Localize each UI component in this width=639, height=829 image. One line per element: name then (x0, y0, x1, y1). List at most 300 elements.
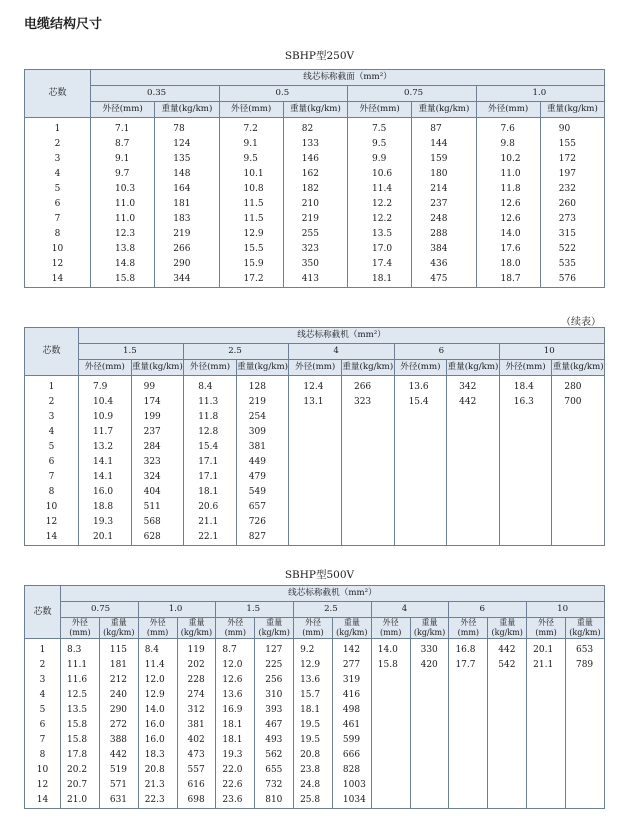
value-cell (289, 515, 342, 530)
table-row (25, 718, 605, 733)
value-cell: 17.1 (184, 455, 237, 470)
value-cell (565, 778, 604, 793)
value-cell: 12.2 (348, 212, 412, 227)
wt-header (332, 618, 371, 639)
value-cell: 473 (177, 748, 216, 763)
core-count-cell: 1 (25, 376, 79, 396)
value-cell (289, 485, 342, 500)
value-cell (341, 455, 394, 470)
header-row-units (25, 102, 605, 118)
core-count-cell: 10 (25, 500, 79, 515)
value-cell (447, 485, 500, 500)
od-header (294, 618, 333, 639)
value-cell: 266 (341, 376, 394, 396)
value-cell (552, 440, 605, 455)
value-cell: 183 (155, 212, 219, 227)
od-header: 外径(mm) (476, 102, 540, 118)
value-cell: 384 (412, 242, 476, 257)
value-cell: 78 (155, 118, 219, 138)
od-header (527, 618, 566, 639)
value-cell: 290 (99, 703, 138, 718)
value-cell: 135 (155, 152, 219, 167)
value-cell: 12.0 (138, 673, 177, 688)
value-cell: 124 (155, 137, 219, 152)
size-header: 4 (371, 602, 449, 618)
value-cell (371, 718, 410, 733)
value-cell (488, 718, 527, 733)
value-cell: 442 (488, 639, 527, 659)
value-cell: 248 (412, 212, 476, 227)
od-label: 外径 (460, 618, 477, 627)
table-row (25, 658, 605, 673)
table-row (25, 257, 605, 272)
value-cell: 237 (131, 425, 184, 440)
value-cell (449, 703, 488, 718)
value-cell (449, 778, 488, 793)
value-cell: 442 (99, 748, 138, 763)
value-cell: 420 (410, 658, 449, 673)
value-cell: 199 (131, 410, 184, 425)
value-cell: 393 (255, 703, 294, 718)
value-cell: 21.3 (138, 778, 177, 793)
value-cell: 13.5 (348, 227, 412, 242)
value-cell: 9.1 (91, 152, 155, 167)
od-header: 外径(mm) (394, 360, 447, 376)
value-cell (371, 688, 410, 703)
value-cell: 498 (332, 703, 371, 718)
value-cell: 11.1 (61, 658, 100, 673)
core-count-cell: 8 (25, 748, 61, 763)
core-count-header: 芯数 (25, 586, 61, 639)
wt-unit: (kg/km) (569, 628, 601, 637)
value-cell: 388 (99, 733, 138, 748)
size-header: 1.0 (138, 602, 216, 618)
value-cell (447, 455, 500, 470)
value-cell: 19.3 (79, 515, 132, 530)
value-cell: 288 (412, 227, 476, 242)
value-cell: 342 (447, 376, 500, 396)
od-header: 外径(mm) (184, 360, 237, 376)
value-cell: 202 (177, 658, 216, 673)
value-cell: 119 (177, 639, 216, 659)
wt-label: 重量 (266, 618, 283, 627)
value-cell (449, 763, 488, 778)
nominal-section-header: 线芯标称截面（mm²） (91, 70, 605, 86)
wt-header: 重量(kg/km) (447, 360, 500, 376)
value-cell (527, 778, 566, 793)
value-cell: 511 (131, 500, 184, 515)
wt-label: 重量 (110, 618, 127, 627)
value-cell: 13.6 (394, 376, 447, 396)
table-sbhp-500v (24, 585, 605, 809)
size-header: 10 (527, 602, 605, 618)
value-cell (341, 515, 394, 530)
value-cell (410, 673, 449, 688)
value-cell: 653 (565, 639, 604, 659)
value-cell: 657 (236, 500, 289, 515)
value-cell: 82 (283, 118, 347, 138)
value-cell: 8.7 (216, 639, 255, 659)
core-count-cell: 4 (25, 688, 61, 703)
value-cell: 436 (412, 257, 476, 272)
value-cell: 18.1 (216, 718, 255, 733)
value-cell: 13.1 (289, 395, 342, 410)
value-cell (394, 425, 447, 440)
value-cell: 1034 (332, 793, 371, 809)
value-cell (565, 718, 604, 733)
value-cell (488, 673, 527, 688)
value-cell: 21.1 (184, 515, 237, 530)
table-row (25, 272, 605, 288)
value-cell: 10.3 (91, 182, 155, 197)
value-cell: 12.9 (294, 658, 333, 673)
value-cell (371, 733, 410, 748)
od-header (371, 618, 410, 639)
table-row (25, 395, 605, 410)
value-cell (289, 455, 342, 470)
od-unit: (mm) (69, 628, 91, 637)
wt-header (255, 618, 294, 639)
value-cell (410, 733, 449, 748)
value-cell: 402 (177, 733, 216, 748)
value-cell: 13.6 (294, 673, 333, 688)
value-cell: 15.4 (394, 395, 447, 410)
od-header (61, 618, 100, 639)
value-cell (410, 748, 449, 763)
size-header: 4 (289, 344, 394, 360)
value-cell: 162 (283, 167, 347, 182)
value-cell: 666 (332, 748, 371, 763)
value-cell: 12.8 (184, 425, 237, 440)
size-header: 1.0 (476, 86, 605, 102)
value-cell: 127 (255, 639, 294, 659)
value-cell: 11.8 (184, 410, 237, 425)
value-cell: 146 (283, 152, 347, 167)
value-cell: 8.4 (138, 639, 177, 659)
wt-header (565, 618, 604, 639)
value-cell (289, 530, 342, 546)
value-cell: 22.1 (184, 530, 237, 546)
value-cell: 18.1 (184, 485, 237, 500)
value-cell: 260 (540, 197, 604, 212)
value-cell (341, 440, 394, 455)
value-cell: 237 (412, 197, 476, 212)
value-cell (449, 688, 488, 703)
value-cell: 571 (99, 778, 138, 793)
value-cell: 9.5 (219, 152, 283, 167)
table-row (25, 500, 605, 515)
value-cell (371, 778, 410, 793)
table-row (25, 410, 605, 425)
value-cell: 22.6 (216, 778, 255, 793)
value-cell (341, 530, 394, 546)
value-cell: 323 (131, 455, 184, 470)
value-cell: 17.4 (348, 257, 412, 272)
value-cell: 266 (155, 242, 219, 257)
size-header: 1.5 (79, 344, 184, 360)
core-count-cell: 1 (25, 639, 61, 659)
table-row (25, 440, 605, 455)
value-cell: 562 (255, 748, 294, 763)
value-cell: 11.0 (476, 167, 540, 182)
table-row (25, 733, 605, 748)
value-cell: 557 (177, 763, 216, 778)
od-header: 外径(mm) (499, 360, 552, 376)
value-cell: 11.3 (184, 395, 237, 410)
value-cell: 9.8 (476, 137, 540, 152)
table-row (25, 639, 605, 659)
value-cell: 18.1 (216, 733, 255, 748)
value-cell: 20.7 (61, 778, 100, 793)
table3-caption: SBHP型500V (284, 569, 355, 581)
value-cell: 128 (236, 376, 289, 396)
size-header: 6 (449, 602, 527, 618)
value-cell: 16.3 (499, 395, 552, 410)
value-cell: 11.5 (219, 197, 283, 212)
value-cell: 180 (412, 167, 476, 182)
wt-header: 重量(kg/km) (341, 360, 394, 376)
value-cell: 12.6 (476, 197, 540, 212)
value-cell: 17.2 (219, 272, 283, 288)
value-cell: 828 (332, 763, 371, 778)
value-cell: 732 (255, 778, 294, 793)
value-cell (447, 530, 500, 546)
value-cell: 9.7 (91, 167, 155, 182)
table-row (25, 763, 605, 778)
value-cell: 10.4 (79, 395, 132, 410)
value-cell: 20.1 (527, 639, 566, 659)
wt-header: 重量(kg/km) (552, 360, 605, 376)
value-cell: 11.0 (91, 212, 155, 227)
value-cell: 8.7 (91, 137, 155, 152)
value-cell (488, 688, 527, 703)
value-cell: 310 (255, 688, 294, 703)
value-cell: 99 (131, 376, 184, 396)
table-row (25, 703, 605, 718)
value-cell: 142 (332, 639, 371, 659)
value-cell (499, 455, 552, 470)
value-cell: 18.1 (294, 703, 333, 718)
value-cell: 24.8 (294, 778, 333, 793)
value-cell (410, 703, 449, 718)
value-cell: 22.0 (216, 763, 255, 778)
table-sbhp-250v-continued (24, 327, 605, 546)
value-cell (447, 515, 500, 530)
value-cell: 17.0 (348, 242, 412, 257)
value-cell (527, 793, 566, 809)
value-cell: 15.7 (294, 688, 333, 703)
value-cell: 7.9 (79, 376, 132, 396)
core-count-cell: 6 (25, 718, 61, 733)
size-header: 2.5 (184, 344, 289, 360)
value-cell (488, 748, 527, 763)
core-count-cell: 14 (25, 530, 79, 546)
core-count-cell: 10 (25, 763, 61, 778)
value-cell: 15.4 (184, 440, 237, 455)
value-cell (565, 688, 604, 703)
table-row (25, 515, 605, 530)
value-cell: 522 (540, 242, 604, 257)
value-cell: 14.1 (79, 455, 132, 470)
value-cell: 15.5 (219, 242, 283, 257)
value-cell: 212 (99, 673, 138, 688)
value-cell: 14.0 (138, 703, 177, 718)
value-cell (371, 748, 410, 763)
table-row (25, 376, 605, 396)
value-cell: 272 (99, 718, 138, 733)
value-cell: 475 (412, 272, 476, 288)
core-count-cell: 6 (25, 197, 91, 212)
value-cell (341, 425, 394, 440)
wt-header: 重量(kg/km) (131, 360, 184, 376)
page-title: 电缆结构尺寸 (24, 17, 103, 32)
value-cell (410, 793, 449, 809)
value-cell: 155 (540, 137, 604, 152)
value-cell: 290 (155, 257, 219, 272)
value-cell: 13.5 (61, 703, 100, 718)
od-header (449, 618, 488, 639)
od-unit: (mm) (224, 628, 246, 637)
value-cell: 381 (177, 718, 216, 733)
value-cell: 21.1 (527, 658, 566, 673)
value-cell (565, 793, 604, 809)
value-cell (371, 793, 410, 809)
value-cell: 568 (131, 515, 184, 530)
value-cell (449, 748, 488, 763)
wt-header (177, 618, 216, 639)
nominal-section-header: 线芯标称截机（mm²） (61, 586, 605, 602)
table-row (25, 212, 605, 227)
wt-label: 重量 (421, 618, 438, 627)
value-cell (527, 703, 566, 718)
value-cell: 254 (236, 410, 289, 425)
value-cell (449, 673, 488, 688)
value-cell (499, 515, 552, 530)
table-row (25, 470, 605, 485)
value-cell: 381 (236, 440, 289, 455)
value-cell (447, 440, 500, 455)
core-count-cell: 4 (25, 425, 79, 440)
value-cell: 576 (540, 272, 604, 288)
table-row (25, 748, 605, 763)
wt-unit: (kg/km) (413, 628, 446, 637)
value-cell (289, 410, 342, 425)
value-cell (527, 718, 566, 733)
header-row-units (25, 618, 605, 639)
core-count-cell: 1 (25, 118, 91, 138)
value-cell (289, 500, 342, 515)
value-cell: 404 (131, 485, 184, 500)
value-cell: 11.7 (79, 425, 132, 440)
od-header: 外径(mm) (91, 102, 155, 118)
value-cell: 197 (540, 167, 604, 182)
value-cell (449, 793, 488, 809)
value-cell: 11.4 (138, 658, 177, 673)
value-cell: 330 (410, 639, 449, 659)
value-cell: 214 (412, 182, 476, 197)
wt-label: 重量 (188, 618, 205, 627)
value-cell: 14.8 (91, 257, 155, 272)
value-cell: 655 (255, 763, 294, 778)
table-row (25, 425, 605, 440)
value-cell (371, 673, 410, 688)
value-cell: 413 (283, 272, 347, 288)
value-cell (449, 733, 488, 748)
table-row (25, 793, 605, 809)
value-cell: 9.9 (348, 152, 412, 167)
wt-header: 重量(kg/km) (283, 102, 347, 118)
value-cell: 9.5 (348, 137, 412, 152)
value-cell (499, 425, 552, 440)
value-cell (394, 500, 447, 515)
value-cell: 17.1 (184, 470, 237, 485)
value-cell (410, 778, 449, 793)
value-cell (289, 425, 342, 440)
value-cell: 16.0 (138, 718, 177, 733)
size-header: 0.75 (61, 602, 139, 618)
value-cell: 319 (332, 673, 371, 688)
od-unit: (mm) (146, 628, 169, 637)
header-row-title (25, 586, 605, 602)
value-cell: 416 (332, 688, 371, 703)
value-cell: 25.8 (294, 793, 333, 809)
value-cell: 323 (283, 242, 347, 257)
core-count-cell: 12 (25, 257, 91, 272)
value-cell: 21.0 (61, 793, 100, 809)
header-row-sizes (25, 86, 605, 102)
value-cell: 789 (565, 658, 604, 673)
size-header: 0.5 (219, 86, 348, 102)
header-row-sizes (25, 602, 605, 618)
wt-unit: (kg/km) (258, 628, 290, 637)
value-cell: 344 (155, 272, 219, 288)
value-cell (447, 425, 500, 440)
header-row-units (25, 360, 605, 376)
table-row (25, 455, 605, 470)
value-cell: 22.3 (138, 793, 177, 809)
value-cell: 324 (131, 470, 184, 485)
value-cell (565, 748, 604, 763)
value-cell: 18.4 (499, 376, 552, 396)
value-cell: 17.8 (61, 748, 100, 763)
core-count-cell: 7 (25, 733, 61, 748)
continued-label: （续表） (561, 317, 601, 328)
value-cell: 542 (488, 658, 527, 673)
value-cell: 164 (155, 182, 219, 197)
value-cell (447, 410, 500, 425)
value-cell (527, 748, 566, 763)
value-cell (499, 485, 552, 500)
value-cell (552, 530, 605, 546)
value-cell: 19.5 (294, 733, 333, 748)
value-cell (341, 500, 394, 515)
value-cell (552, 425, 605, 440)
wt-header (99, 618, 138, 639)
wt-header (410, 618, 449, 639)
value-cell: 17.6 (476, 242, 540, 257)
value-cell (341, 470, 394, 485)
value-cell (371, 763, 410, 778)
value-cell (394, 440, 447, 455)
value-cell: 256 (255, 673, 294, 688)
value-cell: 274 (177, 688, 216, 703)
value-cell: 210 (283, 197, 347, 212)
value-cell: 18.7 (476, 272, 540, 288)
value-cell: 172 (540, 152, 604, 167)
core-count-cell: 7 (25, 212, 91, 227)
od-unit: (mm) (457, 628, 480, 637)
value-cell: 11.8 (476, 182, 540, 197)
